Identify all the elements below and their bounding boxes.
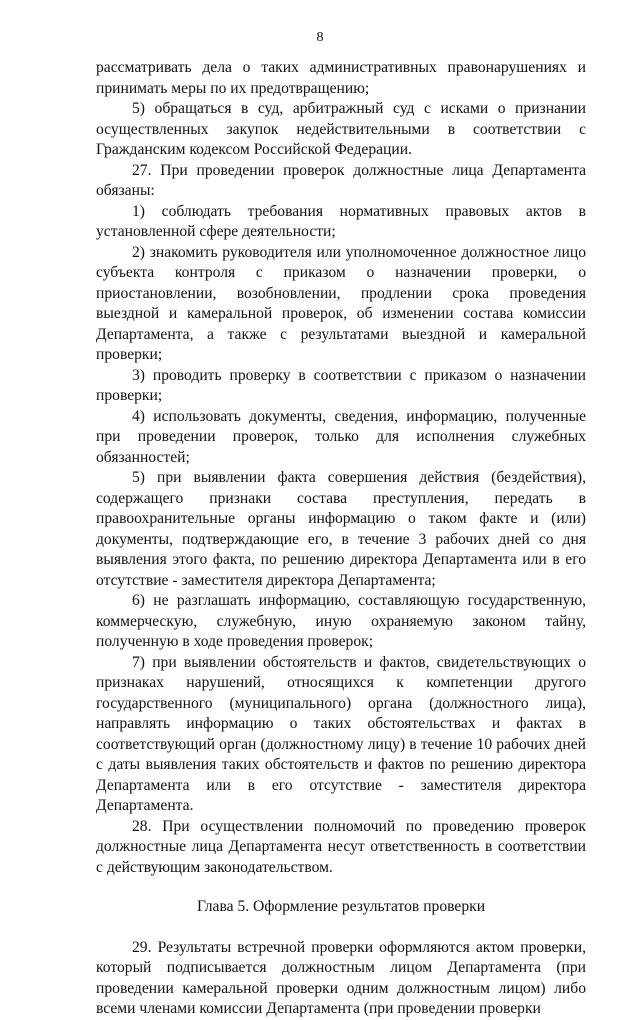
document-body [96,58,586,1020]
page-number: 8 [316,30,324,45]
paragraph-item-7: 7) при выявлении обстоятельств и фактов, свидетельствующих о признаках нарушений, относящихся к компетенции другого государственного (муниципального) органа (должностного лица), направлять информацию о таких обстоятельствах и фактах в соответствующий орган (должностному лицу) в течение 10 рабочих дней с даты выявления таких обстоятельств и фактов по решению директора Департамента или в его отсутствие - заместителя директора Департамента. [96,653,586,814]
paragraph-item-2: 2) знакомить руководителя или уполномоченное должностное лицо субъекта контроля с приказом о назначении проверки, о приостановлении, возобновлении, продлении срока проведения выездной и камеральной проверок, об изменении состава комиссии Департамента, а также с результатами выездной и камеральной проверки; [96,243,586,363]
paragraph-item-5: 5) при выявлении факта совершения действия (бездействия), содержащего признаки состава преступления, передать в правоохранительные органы информацию о таком факте и (или) документы, подтверждающие его, в течение 3 рабочих дней со дня выявления этого факта, по решению директора Департамента или в его отсутствие - заместителя директора Департамента; [96,469,586,589]
paragraph-continuation: рассматривать дела о таких административных правонарушениях и принимать меры по их предотвращению; [96,59,586,97]
paragraph-item-6: 6) не разглашать информацию, составляющую государственную, коммерческую, служебную, иную охраняемую законом тайну, полученную в ходе проведения проверок; [96,592,586,650]
paragraph-item-5-court: 5) обращаться в суд, арбитражный суд с исками о признании осуществленных закупок недействительными в соответствии с Гражданским кодексом Российской Федерации. [96,100,586,158]
paragraph-item-3: 3) проводить проверку в соответствии с приказом о назначении проверки; [96,366,586,404]
paragraph-28: 28. При осуществлении полномочий по проведению проверок должностные лица Департамента несут ответственность в соответствии с действующим законодательством. [96,817,586,876]
paragraph-27: 27. При проведении проверок должностные лица Департамента обязаны: [96,161,586,199]
paragraph-29: 29. Результаты встречной проверки оформляются актом проверки, который подписывается должностным лицом Департамента (при проведении камеральной проверки одним должностным лицом) либо всеми членами комиссии Департамента (при проведении проверки [96,938,586,1017]
paragraph-item-4: 4) использовать документы, сведения, информацию, полученные при проведении проверок, только для исполнения служебных обязанностей; [96,407,586,466]
chapter-title: Глава 5. Оформление результатов проверки [196,898,486,915]
paragraph-item-1: 1) соблюдать требования нормативных правовых актов в установленной сфере деятельности; [96,202,586,240]
